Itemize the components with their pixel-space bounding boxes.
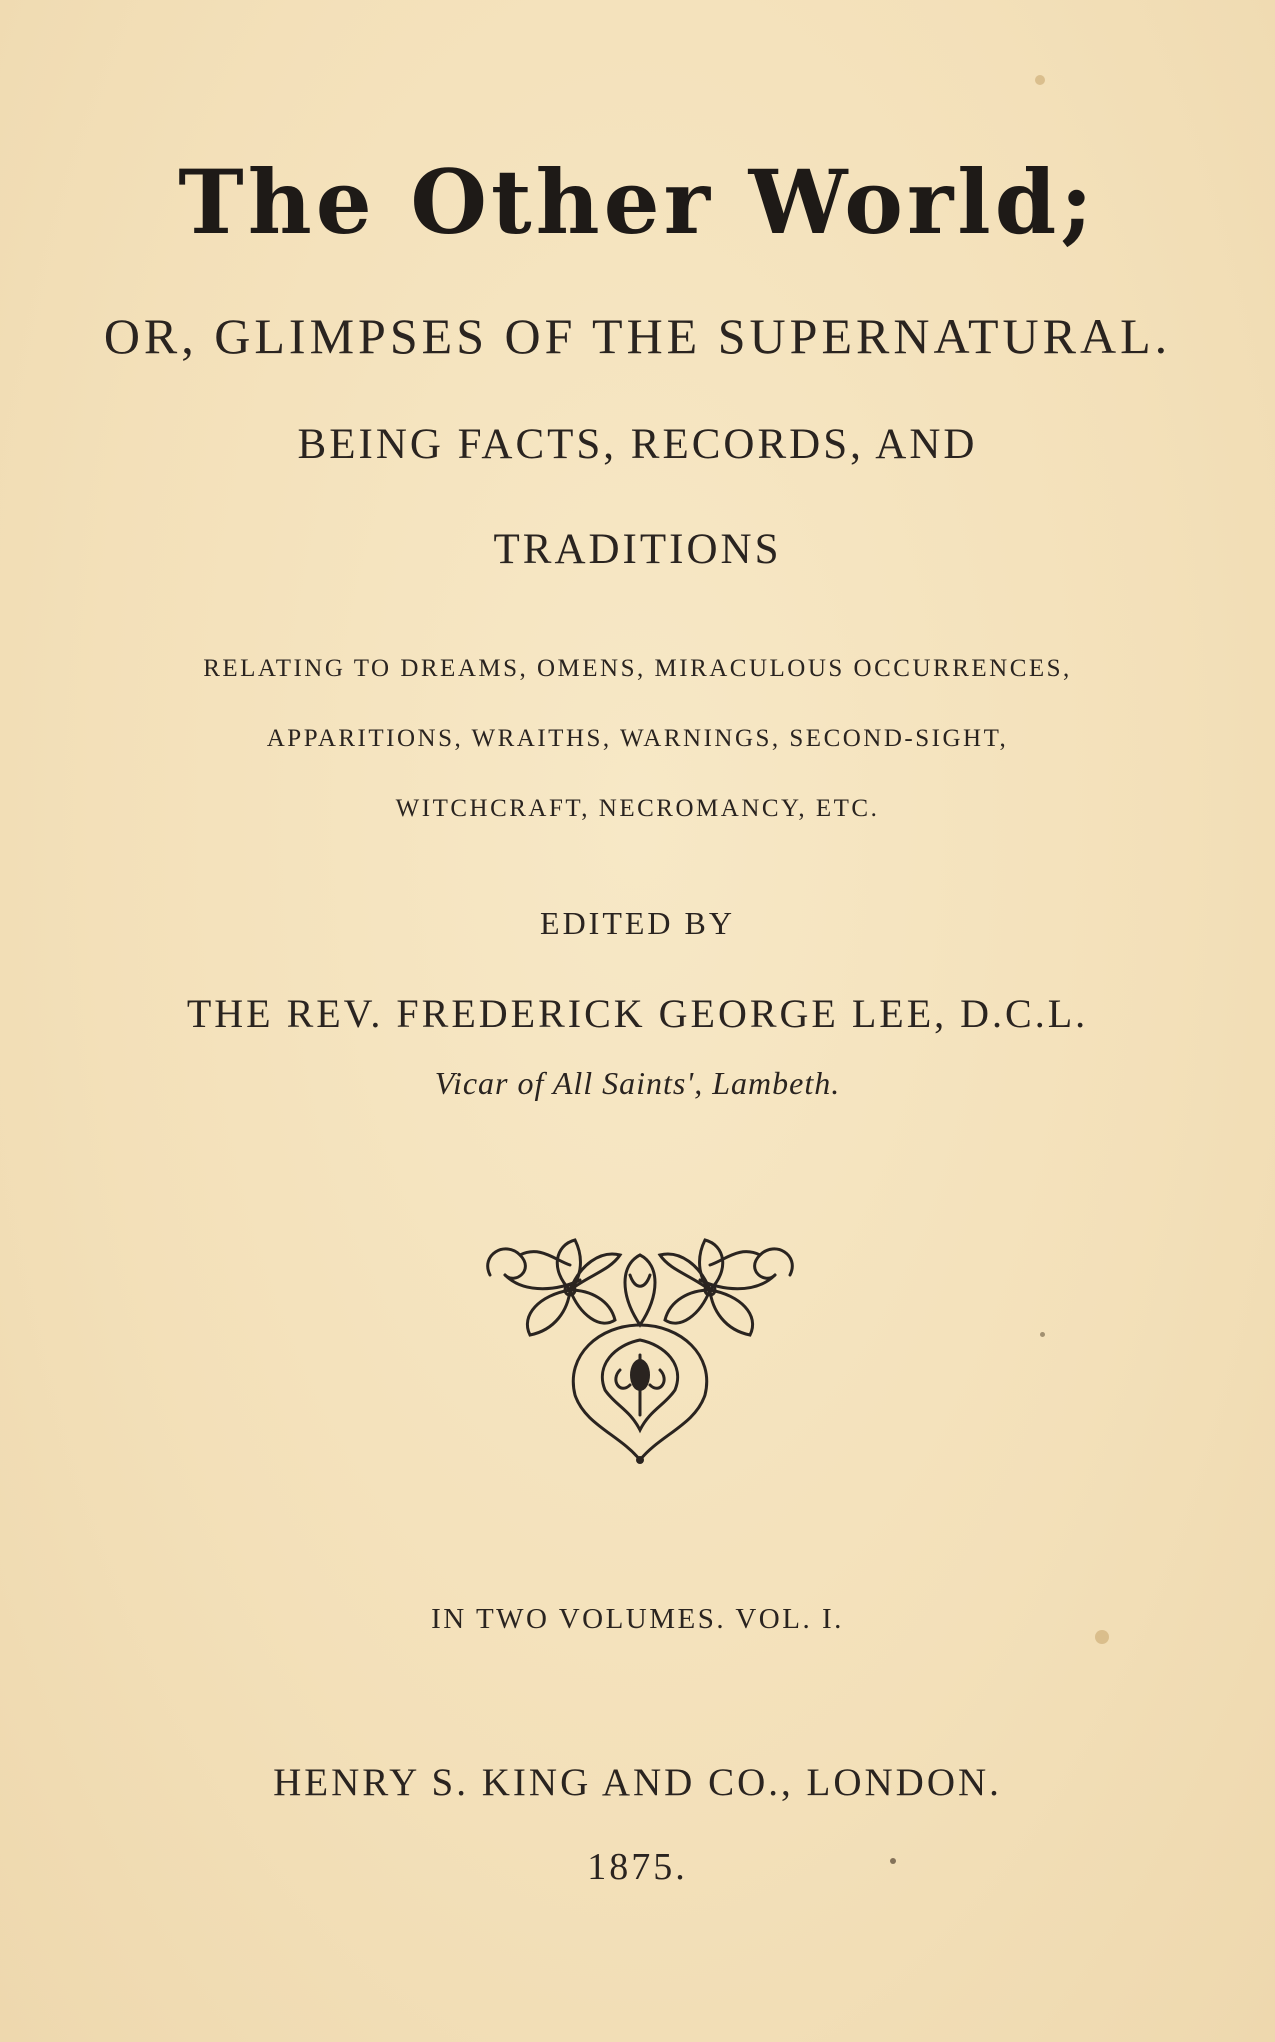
book-title: The Other World; bbox=[178, 150, 1097, 254]
floral-ornament-icon bbox=[480, 1235, 800, 1465]
edited-by-label: EDITED BY bbox=[540, 905, 735, 941]
paper-speck bbox=[1035, 75, 1045, 85]
volume-info: IN TWO VOLUMES. VOL. I. bbox=[431, 1603, 844, 1635]
paper-speck bbox=[1095, 1630, 1109, 1644]
paper-speck bbox=[1040, 1332, 1045, 1337]
topics-line-3: WITCHCRAFT, NECROMANCY, ETC. bbox=[395, 795, 880, 822]
topics-line-1: RELATING TO DREAMS, OMENS, MIRACULOUS OCCURRENCES, bbox=[203, 655, 1072, 682]
description-line-1: BEING FACTS, RECORDS, AND bbox=[297, 421, 978, 468]
publication-year: 1875. bbox=[587, 1846, 688, 1888]
publisher: HENRY S. KING AND CO., LONDON. bbox=[273, 1761, 1002, 1804]
editor-position: Vicar of All Saints', Lambeth. bbox=[434, 1065, 841, 1101]
paper-speck bbox=[890, 1858, 896, 1864]
topics-line-2: APPARITIONS, WRAITHS, WARNINGS, SECOND-SIGHT, bbox=[266, 725, 1009, 752]
editor-name: THE REV. FREDERICK GEORGE LEE, D.C.L. bbox=[186, 991, 1089, 1036]
book-subtitle: OR, GLIMPSES OF THE SUPERNATURAL. bbox=[103, 308, 1172, 364]
description-line-2: TRADITIONS bbox=[493, 526, 782, 573]
